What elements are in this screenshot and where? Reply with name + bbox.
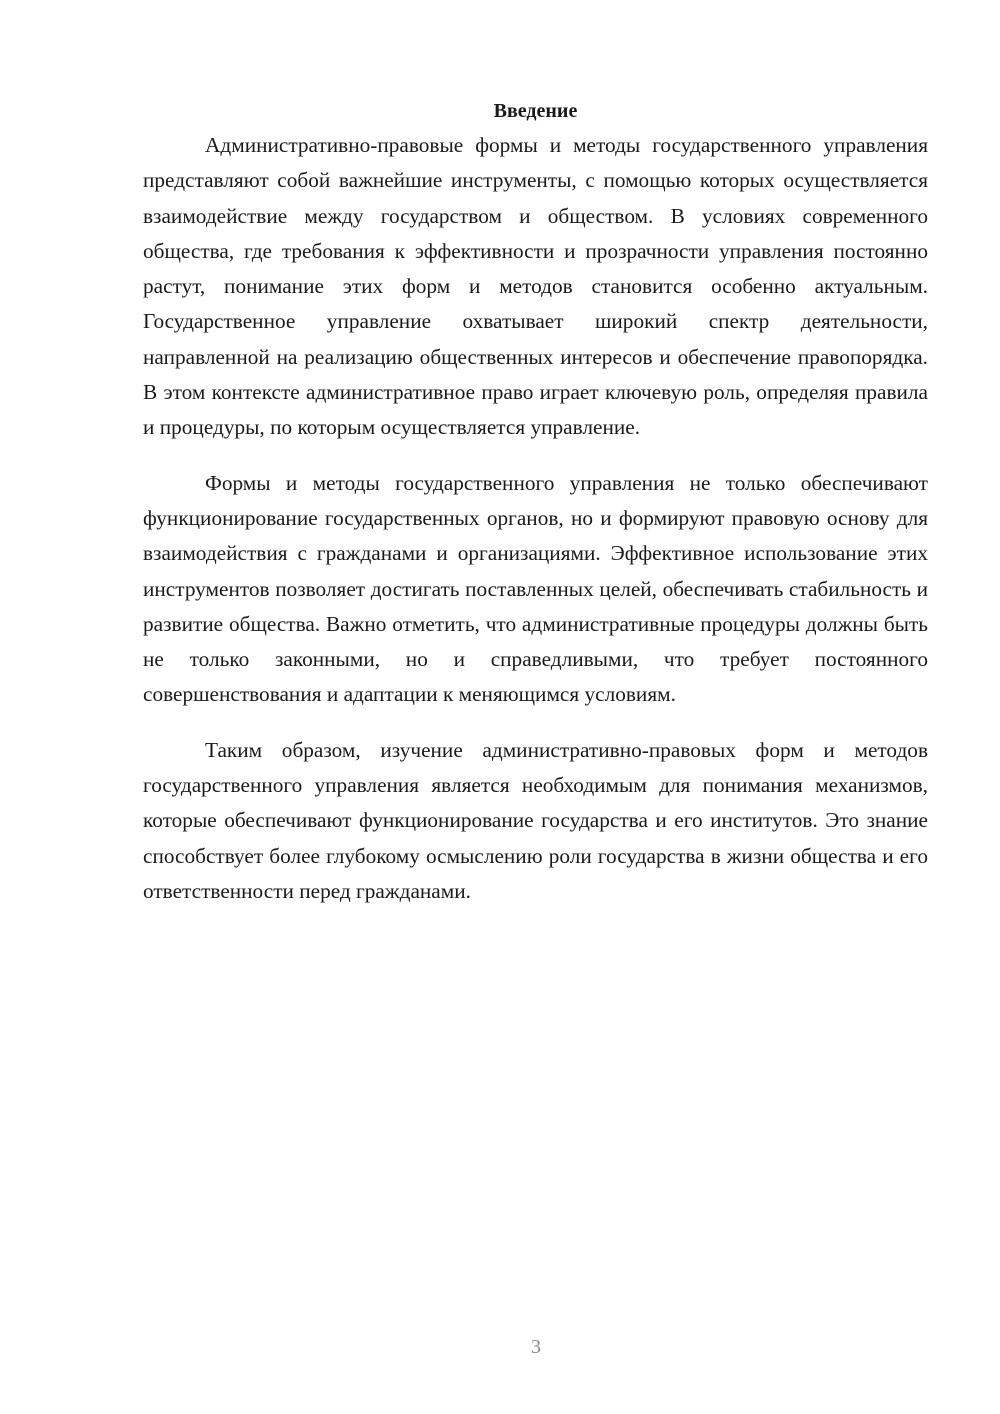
page-number: 3 [531,1336,541,1358]
paragraph-1: Административно-правовые формы и методы государственного управления представляют собой важнейшие инструменты, с помощью которых осуществляется взаимодействие между государством и обществом. В условиях современного общества, где требования к эффективности и прозрачности управления постоянно растут, понимание этих форм и методов становится особенно актуальным. Государственное управление охватывает широкий спектр деятельности, направленной на реализацию общественных интересов и обеспечение правопорядка. В этом контексте административное право играет ключевую роль, определяя правила и процедуры, по которым осуществляется управление. [143,133,928,440]
paragraph-3: Таким образом, изучение административно-правовых форм и методов государственного управления является необходимым для понимания механизмов, которые обеспечивают функционирование государства и его институтов. Это знание способствует более глубокому осмыслению роли государства в жизни общества и его ответственности перед гражданами. [143,737,928,903]
paragraph-2: Формы и методы государственного управления не только обеспечивают функционирование государственных органов, но и формируют правовую основу для взаимодействия с гражданами и организациями. Эффективное использование этих инструментов позволяет достигать поставленных целей, обеспечивать стабильность и развитие общества. Важно отметить, что административные процедуры должны быть не только законными, но и справедливыми, что требует постоянного совершенствования и адаптации к меняющимся условиям. [143,470,928,707]
page-content [143,94,928,929]
section-heading: Введение [493,100,578,122]
